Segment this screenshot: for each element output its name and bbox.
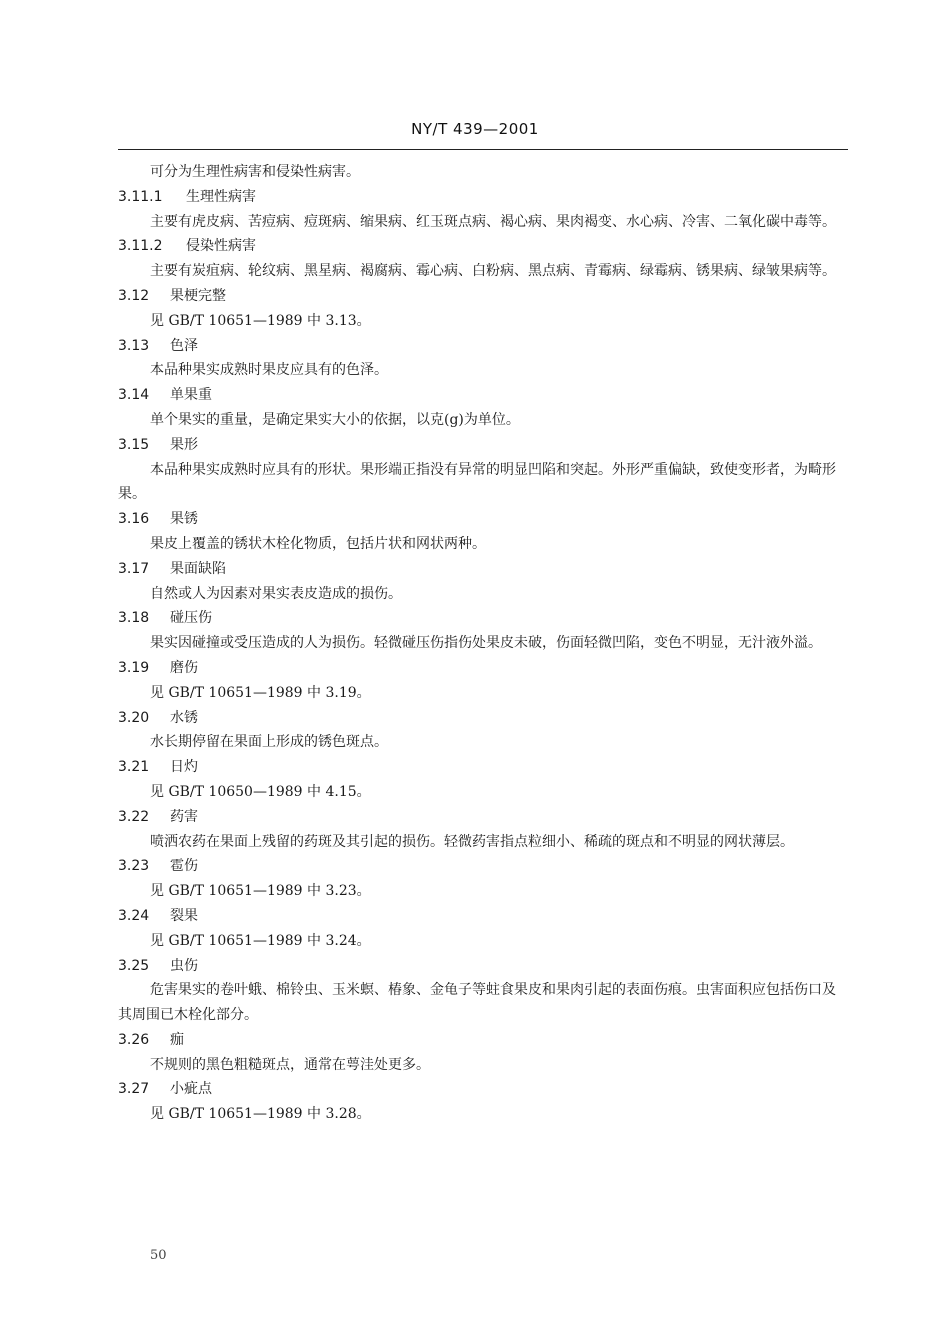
clause-body: 见 GB/T 10650—1989 中 4.15。 bbox=[150, 783, 371, 800]
clause-heading bbox=[118, 805, 848, 830]
clause-body: 不规则的黑色粗糙斑点，通常在萼洼处更多。 bbox=[150, 1056, 430, 1073]
standard-header: NY/T 439—2001 bbox=[411, 120, 539, 138]
page-number: 50 bbox=[150, 1248, 167, 1263]
clause-title: 侵染性病害 bbox=[186, 238, 256, 255]
clause-body: 见 GB/T 10651—1989 中 3.24。 bbox=[150, 932, 371, 949]
clause-body: 喷洒农药在果面上残留的药斑及其引起的损伤。轻微药害指点粒细小、稀疏的斑点和不明显的网状薄层。 bbox=[150, 833, 794, 850]
clause-title: 果形 bbox=[170, 436, 198, 453]
clause-title: 果面缺陷 bbox=[170, 560, 226, 577]
clause-title: 日灼 bbox=[170, 759, 198, 776]
clause-title: 药害 bbox=[170, 808, 198, 825]
clause-heading bbox=[118, 433, 848, 458]
clause-number: 3.19 bbox=[118, 659, 150, 676]
clause-body: 见 GB/T 10651—1989 中 3.19。 bbox=[150, 684, 371, 701]
clause-list bbox=[118, 185, 848, 1127]
clause-heading bbox=[118, 904, 848, 929]
clause-title: 雹伤 bbox=[170, 858, 198, 875]
clause-heading bbox=[118, 383, 848, 408]
clause-number: 3.11.2 bbox=[118, 238, 163, 255]
clause-body: 见 GB/T 10651—1989 中 3.13。 bbox=[150, 312, 371, 329]
clause-heading bbox=[118, 334, 848, 359]
clause-number: 3.18 bbox=[118, 610, 150, 627]
clause-body: 水长期停留在果面上形成的锈色斑点。 bbox=[150, 734, 388, 751]
clause-title: 色泽 bbox=[170, 337, 198, 354]
clause-title: 单果重 bbox=[170, 387, 212, 404]
clause-title: 虫伤 bbox=[170, 957, 198, 974]
clause-body: 主要有虎皮病、苦痘病、痘斑病、缩果病、红玉斑点病、褐心病、果肉褐变、水心病、冷害、二氧化碳中毒等。 bbox=[150, 213, 836, 230]
intro-paragraph: 可分为生理性病害和侵染性病害。 bbox=[150, 164, 360, 180]
clause-heading bbox=[118, 606, 848, 631]
clause-number: 3.24 bbox=[118, 907, 150, 924]
clause-body: 危害果实的卷叶蛾、棉铃虫、玉米螟、椿象、金龟子等蛀食果皮和果肉引起的表面伤痕。虫害面积应包括伤口及其周围已木栓化部分。 bbox=[118, 982, 836, 1024]
clause-heading bbox=[118, 234, 848, 259]
clause-heading bbox=[118, 1028, 848, 1053]
clause-title: 小疵点 bbox=[170, 1081, 212, 1098]
clause-number: 3.13 bbox=[118, 337, 150, 354]
clause-number: 3.12 bbox=[118, 287, 150, 304]
clause-body: 单个果实的重量，是确定果实大小的依据，以克(g)为单位。 bbox=[150, 411, 520, 428]
clause-number: 3.20 bbox=[118, 709, 150, 726]
clause-number: 3.26 bbox=[118, 1031, 150, 1048]
clause-title: 水锈 bbox=[170, 709, 198, 726]
document-body bbox=[118, 160, 848, 1127]
clause-title: 痂 bbox=[170, 1031, 184, 1048]
clause-heading bbox=[118, 656, 848, 681]
clause-title: 生理性病害 bbox=[186, 188, 256, 205]
clause-heading bbox=[118, 507, 848, 532]
clause-number: 3.25 bbox=[118, 957, 150, 974]
clause-title: 果锈 bbox=[170, 511, 198, 528]
clause-body: 果实因碰撞或受压造成的人为损伤。轻微碰压伤指伤处果皮未破，伤面轻微凹陷，变色不明显，无汁液外溢。 bbox=[150, 635, 822, 652]
clause-number: 3.27 bbox=[118, 1081, 150, 1098]
clause-heading bbox=[118, 706, 848, 731]
clause-number: 3.14 bbox=[118, 387, 150, 404]
header-rule bbox=[118, 149, 848, 150]
clause-title: 果梗完整 bbox=[170, 287, 226, 304]
clause-heading bbox=[118, 954, 848, 979]
clause-body: 主要有炭疽病、轮纹病、黑星病、褐腐病、霉心病、白粉病、黑点病、青霉病、绿霉病、锈果病、绿皱果病等。 bbox=[150, 263, 836, 280]
clause-number: 3.11.1 bbox=[118, 188, 163, 205]
clause-body: 果皮上覆盖的锈状木栓化物质，包括片状和网状两种。 bbox=[150, 535, 486, 552]
clause-body: 自然或人为因素对果实表皮造成的损伤。 bbox=[150, 585, 402, 602]
clause-heading bbox=[118, 284, 848, 309]
clause-heading bbox=[118, 755, 848, 780]
clause-number: 3.15 bbox=[118, 436, 150, 453]
clause-number: 3.22 bbox=[118, 808, 150, 825]
clause-heading bbox=[118, 1077, 848, 1102]
clause-heading bbox=[118, 557, 848, 582]
clause-body: 本品种果实成熟时应具有的形状。果形端正指没有异常的明显凹陷和突起。外形严重偏缺，致使变形者，为畸形果。 bbox=[118, 461, 836, 503]
clause-number: 3.23 bbox=[118, 858, 150, 875]
clause-number: 3.16 bbox=[118, 511, 150, 528]
clause-heading bbox=[118, 854, 848, 879]
clause-title: 碰压伤 bbox=[170, 610, 212, 627]
clause-body: 本品种果实成熟时果皮应具有的色泽。 bbox=[150, 362, 388, 379]
clause-title: 磨伤 bbox=[170, 659, 198, 676]
clause-title: 裂果 bbox=[170, 907, 198, 924]
clause-number: 3.17 bbox=[118, 560, 150, 577]
clause-heading bbox=[118, 185, 848, 210]
clause-number: 3.21 bbox=[118, 759, 150, 776]
clause-body: 见 GB/T 10651—1989 中 3.23。 bbox=[150, 883, 371, 900]
clause-body: 见 GB/T 10651—1989 中 3.28。 bbox=[150, 1106, 371, 1123]
